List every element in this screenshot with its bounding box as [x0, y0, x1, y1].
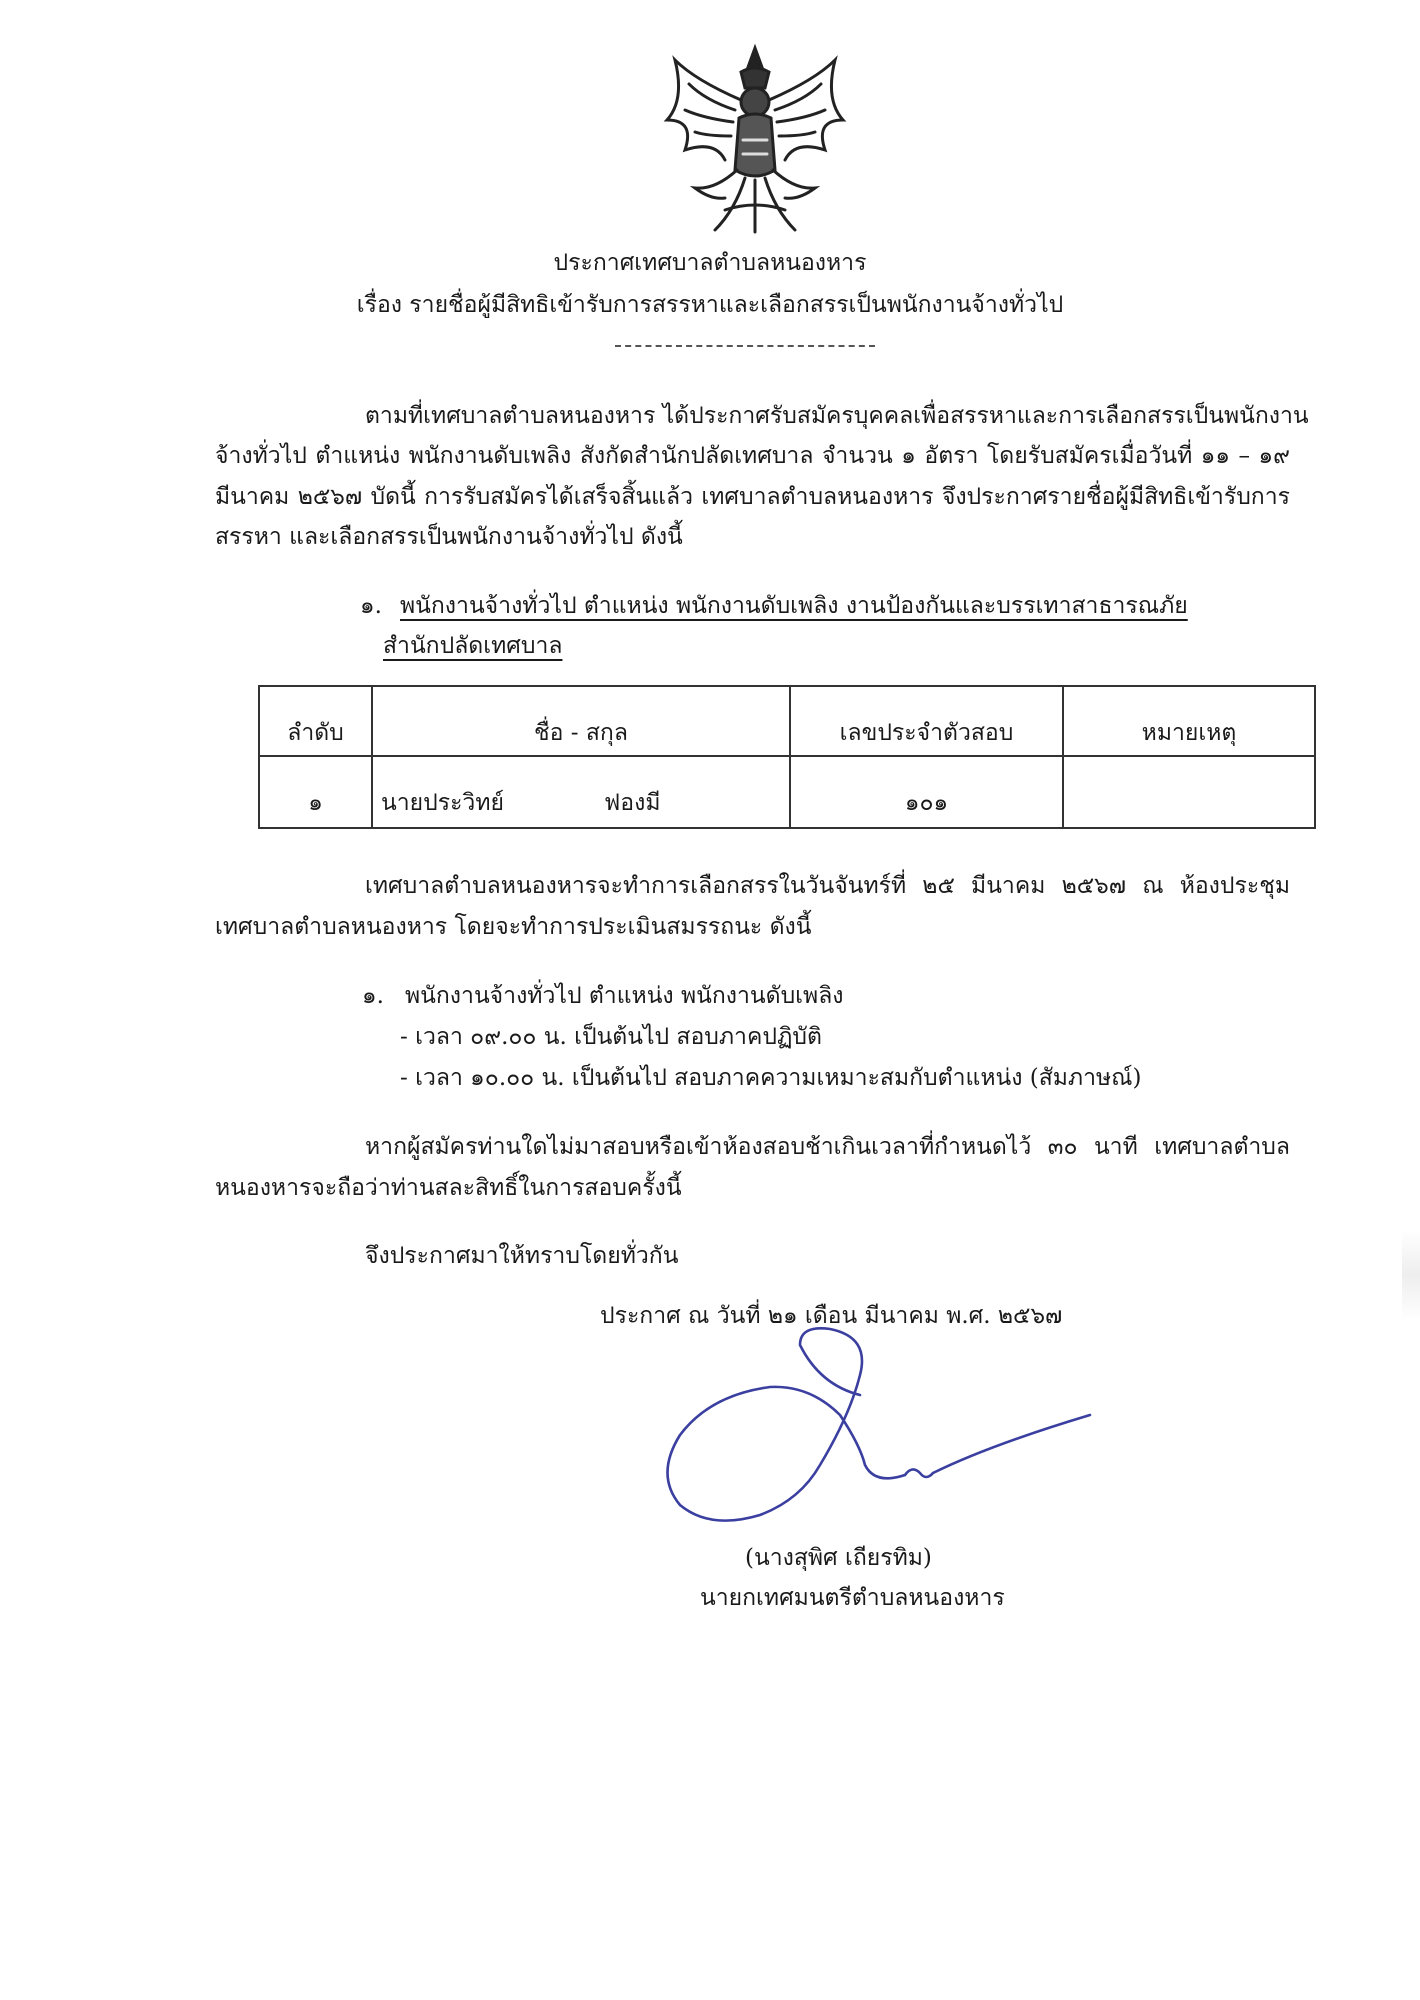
signatory-position: นายกเทศมนตรีตำบลหนองหาร	[700, 1585, 1005, 1611]
selection-line-1: เทศบาลตำบลหนองหารจะทำการเลือกสรรในวันจันทร์ที่ ๒๕ มีนาคม ๒๕๖๗ ณ ห้องประชุม	[365, 873, 1290, 899]
section1-number: ๑.	[360, 593, 382, 619]
intro-line-2: จ้างทั่วไป ตำแหน่ง พนักงานดับเพลิง สังกัดสำนักปลัดเทศบาล จำนวน ๑ อัตรา โดยรับสมัครเมื่อวันที่ ๑๑ – ๑๙	[215, 443, 1290, 469]
col-header-name: ชื่อ - สกุล	[372, 686, 790, 756]
table-header-row	[259, 686, 1315, 756]
selection-line-2: เทศบาลตำบลหนองหาร โดยจะทำการประเมินสมรรถนะ ดังนี้	[215, 914, 812, 940]
selection-item-number: ๑.	[362, 983, 384, 1009]
garuda-emblem-icon	[655, 40, 855, 240]
section1-title: พนักงานจ้างทั่วไป ตำแหน่ง พนักงานดับเพลิง งานป้องกันและบรรเทาสาธารณภัย	[400, 593, 1188, 619]
table-row	[259, 756, 1315, 828]
cell-order: ๑	[259, 756, 372, 828]
closing-statement: จึงประกาศมาให้ทราบโดยทั่วกัน	[365, 1243, 679, 1269]
cell-note	[1063, 756, 1315, 828]
signatory-name: (นางสุพิศ เถียรทิม)	[745, 1545, 932, 1571]
header-divider	[615, 345, 875, 347]
cell-first-name: นายประวิทย์	[381, 790, 504, 816]
schedule-item-2: - เวลา ๑๐.๐๐ น. เป็นต้นไป สอบภาคความเหมาะสมกับตำแหน่ง (สัมภาษณ์)	[400, 1065, 1142, 1091]
announce-date: ประกาศ ณ วันที่ ๒๑ เดือน มีนาคม พ.ศ. ๒๕๖๗	[600, 1303, 1063, 1329]
announcement-title: ประกาศเทศบาลตำบลหนองหาร	[553, 250, 867, 276]
intro-line-3: มีนาคม ๒๕๖๗ บัดนี้ การรับสมัครได้เสร็จสิ้นแล้ว เทศบาลตำบลหนองหาร จึงประกาศรายชื่อผู้มีสิทธิเข้ารับการ	[215, 484, 1290, 510]
col-header-order: ลำดับ	[259, 686, 372, 756]
section1-subtitle: สำนักปลัดเทศบาล	[383, 633, 563, 659]
absence-line-2: หนองหารจะถือว่าท่านสละสิทธิ์ในการสอบครั้งนี้	[215, 1175, 682, 1201]
intro-line-1: ตามที่เทศบาลตำบลหนองหาร ได้ประกาศรับสมัครบุคคลเพื่อสรรหาและการเลือกสรรเป็นพนักงาน	[365, 403, 1309, 429]
cell-name	[372, 756, 790, 828]
col-header-exam-id: เลขประจำตัวสอบ	[790, 686, 1063, 756]
scan-edge-mark	[1402, 1230, 1420, 1320]
absence-line-1: หากผู้สมัครท่านใดไม่มาสอบหรือเข้าห้องสอบช้าเกินเวลาที่กำหนดไว้ ๓๐ นาที เทศบาลตำบล	[365, 1134, 1290, 1160]
signature-icon	[650, 1315, 1120, 1535]
col-header-note: หมายเหตุ	[1063, 686, 1315, 756]
cell-last-name: ฟองมี	[603, 790, 661, 816]
schedule-item-1: - เวลา ๐๙.๐๐ น. เป็นต้นไป สอบภาคปฏิบัติ	[400, 1024, 822, 1050]
selection-item-title: พนักงานจ้างทั่วไป ตำแหน่ง พนักงานดับเพลิง	[405, 983, 844, 1009]
intro-line-4: สรรหา และเลือกสรรเป็นพนักงานจ้างทั่วไป ดังนี้	[215, 524, 683, 550]
candidate-table	[258, 685, 1316, 829]
announcement-subject: เรื่อง รายชื่อผู้มีสิทธิเข้ารับการสรรหาและเลือกสรรเป็นพนักงานจ้างทั่วไป	[356, 292, 1064, 318]
cell-exam-id: ๑๐๑	[790, 756, 1063, 828]
